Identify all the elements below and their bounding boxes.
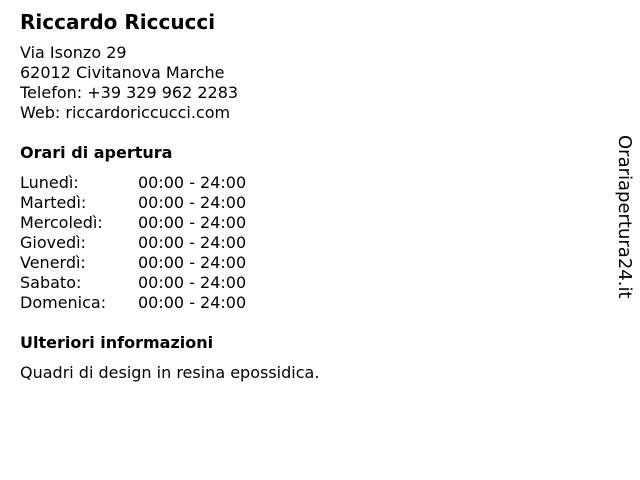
address-city: 62012 Civitanova Marche bbox=[20, 63, 225, 82]
hours-day: Giovedì: bbox=[20, 233, 86, 252]
hours-time: 00:00 - 24:00 bbox=[138, 193, 247, 212]
website: Web: riccardoriccucci.com bbox=[20, 103, 231, 122]
hours-time: 00:00 - 24:00 bbox=[138, 173, 247, 192]
hours-row-friday bbox=[20, 253, 580, 273]
hours-day: Martedì: bbox=[20, 193, 87, 212]
additional-info-text: Quadri di design in resina epossidica. bbox=[20, 363, 320, 382]
hours-day: Venerdì: bbox=[20, 253, 86, 272]
hours-row-sunday bbox=[20, 293, 580, 313]
hours-day: Mercoledì: bbox=[20, 213, 103, 232]
phone-number: Telefon: +39 329 962 2283 bbox=[20, 83, 239, 102]
opening-hours-heading: Orari di apertura bbox=[20, 143, 173, 162]
hours-time: 00:00 - 24:00 bbox=[138, 253, 247, 272]
hours-row-tuesday bbox=[20, 193, 580, 213]
hours-time: 00:00 - 24:00 bbox=[138, 233, 247, 252]
hours-time: 00:00 - 24:00 bbox=[138, 293, 247, 312]
additional-info-heading: Ulteriori informazioni bbox=[20, 333, 214, 352]
hours-day: Domenica: bbox=[20, 293, 107, 312]
business-card bbox=[20, 9, 580, 383]
address-street: Via Isonzo 29 bbox=[20, 43, 127, 62]
hours-row-wednesday bbox=[20, 213, 580, 233]
hours-row-saturday bbox=[20, 273, 580, 293]
contact-block bbox=[20, 43, 580, 123]
hours-day: Lunedì: bbox=[20, 173, 79, 192]
site-watermark: Orariapertura24.it bbox=[614, 135, 635, 299]
hours-time: 00:00 - 24:00 bbox=[138, 273, 247, 292]
hours-time: 00:00 - 24:00 bbox=[138, 213, 247, 232]
hours-row-thursday bbox=[20, 233, 580, 253]
opening-hours-table bbox=[20, 173, 580, 313]
business-name: Riccardo Riccucci bbox=[20, 10, 216, 34]
hours-row-monday bbox=[20, 173, 580, 193]
hours-day: Sabato: bbox=[20, 273, 82, 292]
